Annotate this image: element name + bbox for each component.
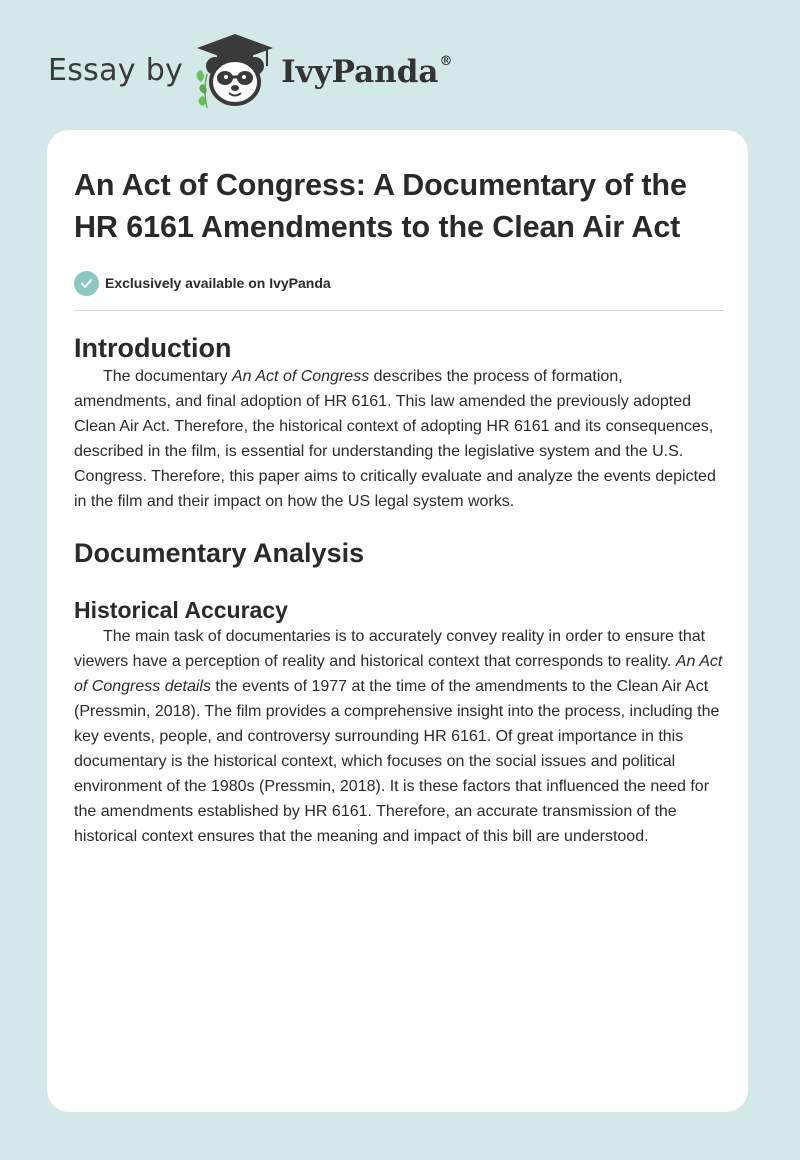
text-run: describes the process of formation, amendments, and final adoption of HR 6161. This law amended the previously adopted Clean Air Act. Therefore, the historical context of adopting HR 6161 and its consequences, described in the film, is essential for understanding the legislative system and the U.S. Congress. Therefore, this paper aims to critically evaluate and analyze the events depicted in the film and their impact on how the US legal system works. (74, 368, 716, 510)
text-run: The main task of documentaries is to accurately convey reality in order to ensure that viewers have a perception of reality and historical context that corresponds to reality. (74, 628, 706, 670)
heading-historical-accuracy: Historical Accuracy (74, 597, 288, 623)
paragraph-introduction (74, 364, 724, 514)
trademark-symbol: ® (439, 53, 453, 69)
documentary-title-italic: An Act of Congress details (74, 653, 723, 695)
title-divider (74, 310, 724, 311)
ivypanda-logo-icon[interactable] (193, 30, 277, 110)
brand-name[interactable] (281, 54, 452, 90)
text-run: The documentary (103, 368, 232, 385)
exclusive-badge (74, 270, 724, 296)
paragraph-historical-accuracy (74, 624, 724, 849)
site-header (48, 30, 453, 110)
essay-content (74, 164, 724, 849)
essay-by-label: Essay by (48, 52, 184, 88)
documentary-title-italic: An Act of Congress (231, 368, 370, 385)
heading-documentary-analysis: Documentary Analysis (74, 538, 365, 568)
essay-card (47, 130, 748, 1112)
essay-title: An Act of Congress: A Documentary of the HR 6161 Amendments to the Clean Air Act (74, 168, 687, 244)
brand-text: IvyPanda (281, 54, 439, 90)
heading-introduction: Introduction (74, 333, 232, 363)
check-icon (74, 271, 99, 296)
text-run: the events of 1977 at the time of the amendments to the Clean Air Act (Pressmin, 2018). The film provides a comprehensive insight into the process, including the key events, people, and controversy surrounding HR 6161. Of great importance in this documentary is the historical context, which focuses on the social issues and political environment of the 1980s (Pressmin, 2018). It is these factors that influenced the need for the amendments established by HR 6161. Therefore, an accurate transmission of the historical context ensures that the meaning and impact of this bill are understood. (74, 678, 720, 845)
exclusive-label: Exclusively available on IvyPanda (105, 275, 331, 291)
